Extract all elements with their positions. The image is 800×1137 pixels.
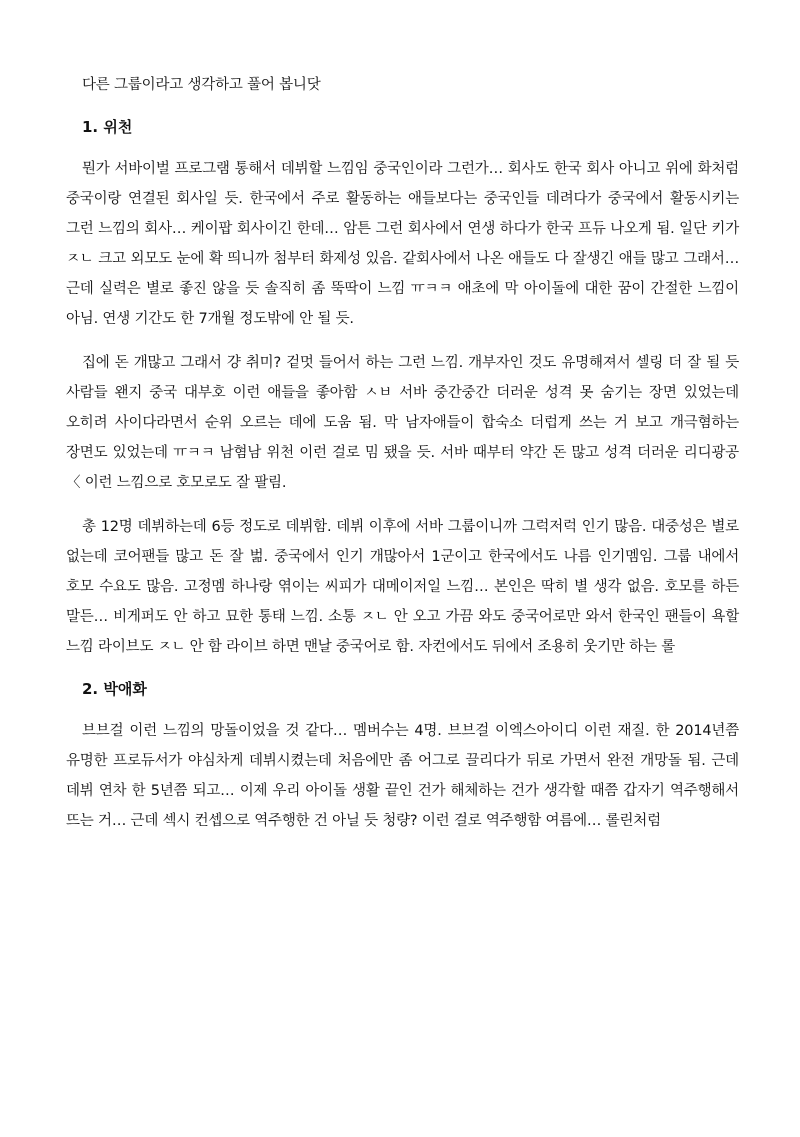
document-page [66, 70, 739, 836]
paragraph: 집에 돈 개많고 그래서 걍 취미? 겉멋 들어서 하는 그런 느낌. 개부자인 것도 유명해져서 셀링 더 잘 될 듯 사람들 왠지 중국 대부호 이런 애들을 좋아함 ㅅㅂ 서바 중간중간 더러운 성격 못 숨기는 장면 있었는데 오히려 사이다라면서 순위 오르는 데에 도움 됨. 막 남자애들이 합숙소 더럽게 쓰는 거 보고 개극혐하는 장면도 있었는데 ㅠㅋㅋ 남혐남 위천 이런 걸로 밈 됐을 듯. 서바 때부터 약간 돈 많고 성격 더러운 리디광공 〈 이런 느낌으로 호모로도 잘 팔림. [66, 355, 739, 491]
paragraph: 뭔가 서바이벌 프로그램 통해서 데뷔할 느낌임 중국인이라 그런가… 회사도 한국 회사 아니고 위에 화처럼 중국이랑 연결된 회사일 듯. 한국에서 주로 활동하는 애들보다는 중국인들 데려다가 중국에서 활동시키는 그런 느낌의 회사… 케이팝 회사이긴 한데… 암튼 그런 회사에서 연생 하다가 한국 프듀 나오게 됨. 일단 키가 ㅈㄴ 크고 외모도 눈에 확 띄니까 첨부터 화제성 있음. 같회사에서 나온 애들도 다 잘생긴 애들 많고 그래서… 근데 실력은 별로 좋진 않을 듯 솔직히 좀 뚝딱이 느낌 ㅠㅋㅋ 애초에 막 아이돌에 대한 꿈이 간절한 느낌이 아님. 연생 기간도 한 7개월 정도밖에 안 될 듯. [66, 161, 739, 327]
intro-text: 다른 그룹이라고 생각하고 풀어 봅니닷 [82, 77, 321, 93]
section-heading-2: 2. 박애화 [82, 680, 147, 698]
paragraph: 브브걸 이런 느낌의 망돌이었을 것 같다… 멤버수는 4명. 브브걸 이엑스아이디 이런 재질. 한 2014년쯤 유명한 프로듀서가 야심차게 데뷔시켰는데 처음에만 좀 어그로 끌리다가 뒤로 가면서 완전 개망돌 됨. 근데 데뷔 연차 한 5년쯤 되고… 이제 우리 아이돌 생활 끝인 건가 해체하는 건가 생각할 때쯤 갑자기 역주행해서 뜨는 거… 근데 섹시 컨셉으로 역주행한 건 아닐 듯 청량? 이런 걸로 역주행함 여름에… 롤린처럼 [66, 723, 739, 829]
paragraph: 총 12명 데뷔하는데 6등 정도로 데뷔함. 데뷔 이후에 서바 그룹이니까 그럭저럭 인기 많음. 대중성은 별로 없는데 코어팬들 많고 돈 잘 벎. 중국에서 인기 개많아서 1군이고 한국에서도 나름 인기멤임. 그룹 내에서 호모 수요도 많음. 고정멤 하나랑 엮이는 씨피가 대메이저일 느낌… 본인은 딱히 별 생각 없음. 호모를 하든 말든… 비게퍼도 안 하고 묘한 통태 느낌. 소통 ㅈㄴ 안 오고 가끔 와도 중국어로만 와서 한국인 팬들이 욕할 느낌 라이브도 ㅈㄴ 안 함 라이브 하면 맨날 중국어로 함. 자컨에서도 뒤에서 조용히 웃기만 하는 롤 [66, 519, 739, 655]
section-heading-1: 1. 위천 [82, 118, 133, 136]
